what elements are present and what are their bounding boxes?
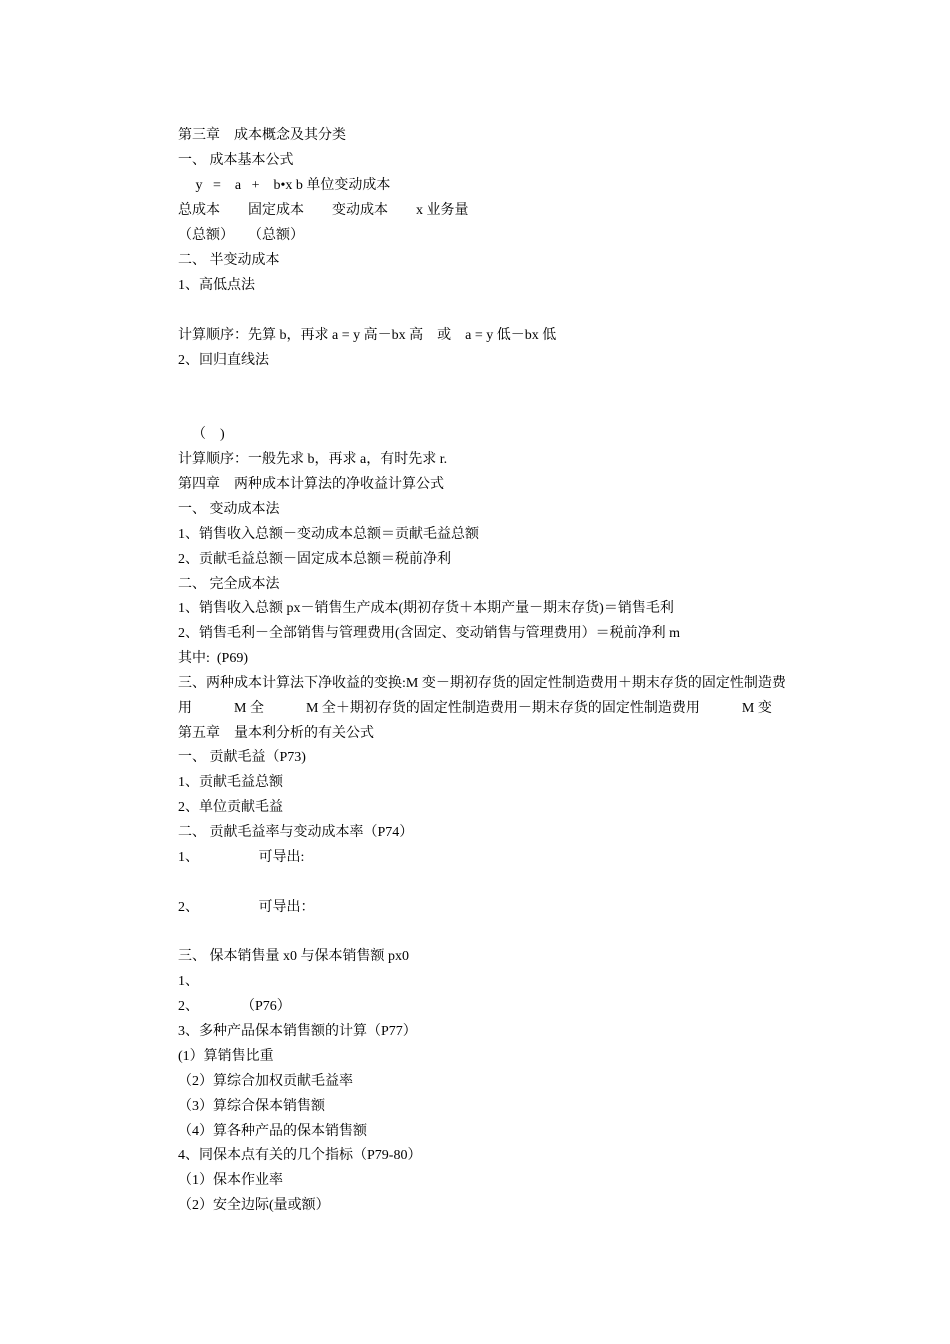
section-heading: 一、 成本基本公式: [178, 153, 294, 168]
formula-line: y = a + b•x b 单位变动成本: [178, 178, 391, 193]
item-line: 2、单位贡献毛益: [178, 800, 283, 815]
item-line: 1、: [178, 974, 199, 989]
section-heading: 三、两种成本计算法下净收益的变换:M 变－期初存货的固定性制造费用＋期末存货的固定性制造费: [178, 676, 786, 691]
section-heading: 一、 贡献毛益（P73): [178, 750, 306, 765]
item-line: 3、多种产品保本销售额的计算（P77）: [178, 1024, 417, 1039]
item-line: 2、 可导出：: [178, 900, 315, 915]
item-line: 1、 可导出:: [178, 850, 305, 865]
note-line: 其中: (P69): [178, 651, 248, 666]
item-line: 1、销售收入总额－变动成本总额＝贡献毛益总额: [178, 527, 479, 542]
item-line: 2、销售毛利－全部销售与管理费用(含固定、变动销售与管理费用）＝税前净利 m: [178, 626, 681, 641]
item-line: 2、贡献毛益总额－固定成本总额＝税前净利: [178, 552, 451, 567]
item-line: 2、回归直线法: [178, 353, 269, 368]
section-heading: 二、 半变动成本: [178, 253, 280, 268]
calc-order-line: 计算顺序：先算 b，再求 a = y 高－bx 高 或 a = y 低－bx 低: [178, 328, 557, 343]
sub-item-line: （2）算综合加权贡献毛益率: [178, 1074, 353, 1089]
formula-legend-note: （总额） （总额）: [178, 228, 304, 243]
formula-legend: 总成本 固定成本 变动成本 x 业务量: [178, 203, 469, 218]
chapter-4-heading: 第四章 两种成本计算法的净收益计算公式: [178, 477, 444, 492]
calc-order-line: 计算顺序：一般先求 b，再求 a，有时先求 r.: [178, 452, 448, 467]
sub-item-line: （2）安全边际(量或额）: [178, 1198, 330, 1213]
section-heading: 三、 保本销售量 x0 与保本销售额 px0: [178, 949, 409, 964]
item-line: 1、贡献毛益总额: [178, 775, 283, 790]
item-line: 1、高低点法: [178, 278, 255, 293]
sub-item-line: （4）算各种产品的保本销售额: [178, 1124, 367, 1139]
item-line: 1、销售收入总额 px－销售生产成本(期初存货＋本期产量－期末存货)＝销售毛利: [178, 601, 674, 616]
item-line: 2、 （P76）: [178, 999, 291, 1014]
chapter-5-heading: 第五章 量本利分析的有关公式: [178, 726, 374, 741]
chapter-3-heading: 第三章 成本概念及其分类: [178, 128, 346, 143]
bracket-line: （ ): [178, 427, 225, 442]
item-line: 4、同保本点有关的几个指标（P79-80）: [178, 1148, 422, 1163]
section-heading: 二、 贡献毛益率与变动成本率（P74）: [178, 825, 414, 840]
continuation-line: 用 M 全 M 全＋期初存货的固定性制造费用－期末存货的固定性制造费用 M 变: [178, 701, 772, 716]
section-heading: 一、 变动成本法: [178, 502, 280, 517]
sub-item-line: （1）保本作业率: [178, 1173, 283, 1188]
sub-item-line: (1）算销售比重: [178, 1049, 274, 1064]
sub-item-line: （3）算综合保本销售额: [178, 1099, 325, 1114]
section-heading: 二、 完全成本法: [178, 577, 280, 592]
